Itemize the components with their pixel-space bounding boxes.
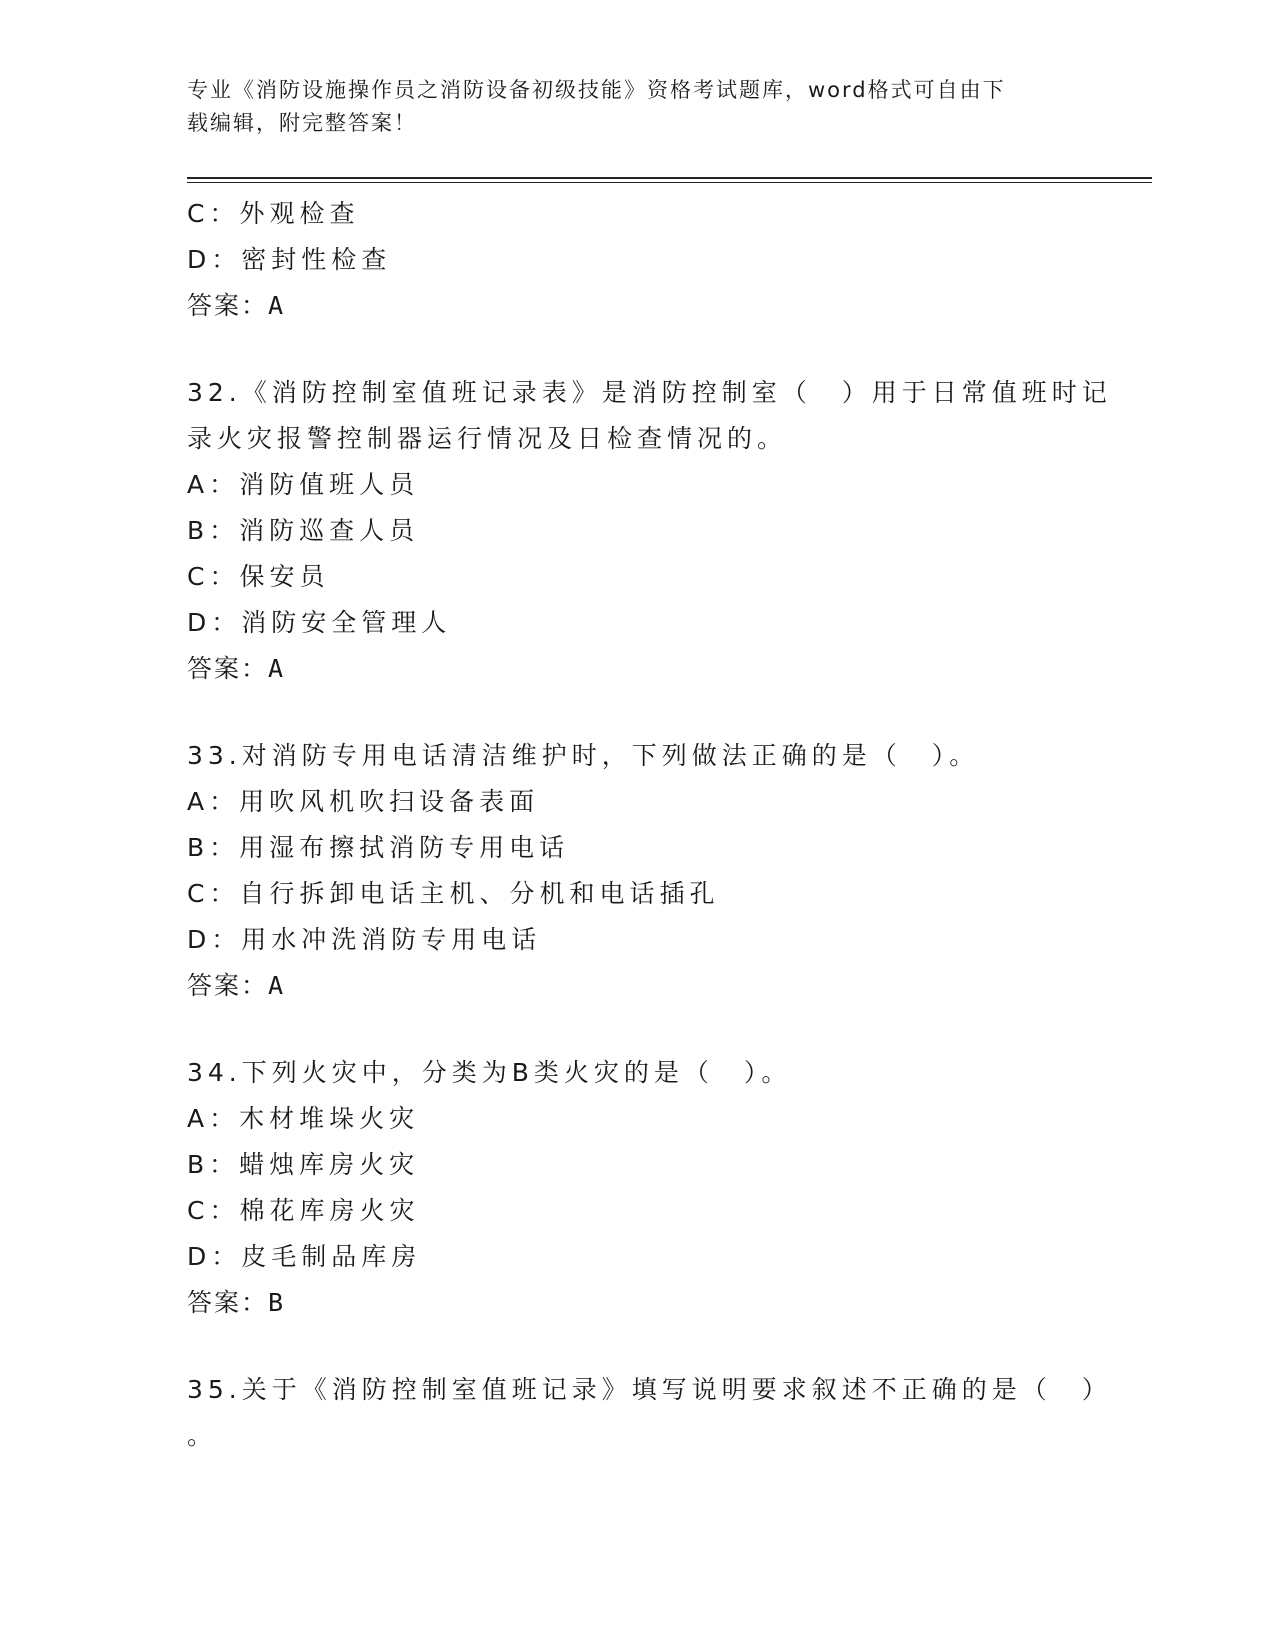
header-line-2: 载编辑，附完整答案！ bbox=[187, 111, 417, 135]
answer-value: A bbox=[268, 971, 286, 1000]
answer-label: 答案： bbox=[187, 971, 269, 1000]
answer-label: 答案： bbox=[187, 291, 269, 320]
option-a: A：消防值班人员 bbox=[187, 470, 420, 499]
question-stem-continued: 。 bbox=[187, 1421, 218, 1450]
option-d: D：密封性检查 bbox=[187, 245, 392, 274]
option-b: B：消防巡查人员 bbox=[187, 516, 420, 545]
answer-line bbox=[187, 283, 1067, 329]
option-d: D：皮毛制品库房 bbox=[187, 1242, 422, 1271]
question-stem: 34.下列火灾中，分类为B类火灾的是（ ）。 bbox=[187, 1058, 792, 1087]
answer-label: 答案： bbox=[187, 654, 269, 683]
question-34 bbox=[187, 1050, 1067, 1326]
question-stem-continued: 录火灾报警控制器运行情况及日检查情况的。 bbox=[187, 424, 788, 453]
question-31-tail bbox=[187, 191, 1067, 329]
header-divider-thick bbox=[187, 177, 1152, 179]
question-stem: 33.对消防专用电话清洁维护时，下列做法正确的是（ ）。 bbox=[187, 741, 980, 770]
answer-line bbox=[187, 1280, 1067, 1326]
option-b: B：蜡烛库房火灾 bbox=[187, 1150, 420, 1179]
answer-label: 答案： bbox=[187, 1288, 269, 1317]
question-32 bbox=[187, 370, 1112, 692]
option-a: A：用吹风机吹扫设备表面 bbox=[187, 787, 540, 816]
option-c: C：棉花库房火灾 bbox=[187, 1196, 420, 1225]
answer-line bbox=[187, 646, 1067, 692]
option-a: A：木材堆垛火灾 bbox=[187, 1104, 420, 1133]
option-c: C：外观检查 bbox=[187, 199, 360, 228]
option-c: C：保安员 bbox=[187, 562, 330, 591]
header-line-1: 专业《消防设施操作员之消防设备初级技能》资格考试题库，word格式可自由下 bbox=[187, 78, 1006, 102]
answer-value: B bbox=[268, 1288, 286, 1317]
option-b: B：用湿布擦拭消防专用电话 bbox=[187, 833, 570, 862]
option-d: D：用水冲洗消防专用电话 bbox=[187, 925, 542, 954]
header-divider-thin bbox=[187, 182, 1152, 183]
question-stem: 35.关于《消防控制室值班记录》填写说明要求叙述不正确的是（ ） bbox=[187, 1375, 1112, 1404]
answer-value: A bbox=[268, 291, 286, 320]
answer-line bbox=[187, 963, 1067, 1009]
option-c: C：自行拆卸电话主机、分机和电话插孔 bbox=[187, 879, 720, 908]
question-35 bbox=[187, 1367, 1112, 1459]
document-header bbox=[187, 74, 1067, 140]
question-33 bbox=[187, 733, 1067, 1009]
answer-value: A bbox=[268, 654, 286, 683]
question-body bbox=[187, 191, 1112, 1459]
question-stem: 32.《消防控制室值班记录表》是消防控制室（ ）用于日常值班时记 bbox=[187, 378, 1112, 407]
option-d: D：消防安全管理人 bbox=[187, 608, 452, 637]
